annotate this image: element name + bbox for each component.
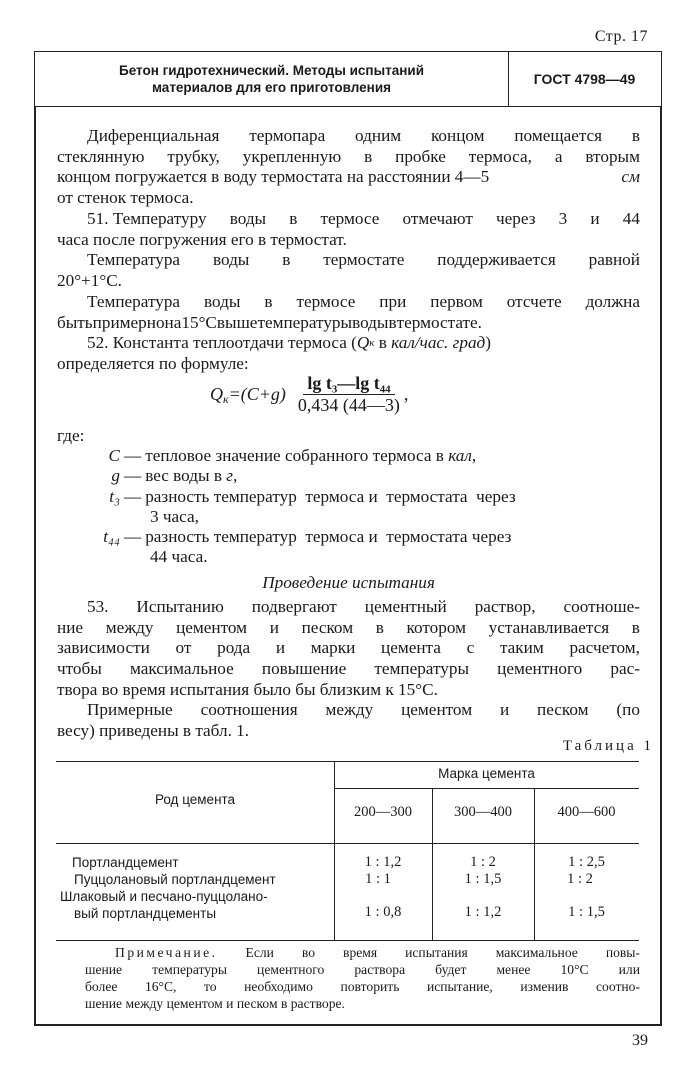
word: чтобы (57, 659, 102, 679)
word: расчетом, (569, 638, 640, 658)
text-line (57, 230, 640, 251)
text-line (57, 167, 640, 188)
word: одним (355, 126, 402, 145)
word: 44 (622, 209, 640, 228)
word: в (289, 209, 298, 228)
paragraph-51-temp (57, 250, 640, 291)
word: повы- (605, 945, 640, 960)
word: цементом (176, 617, 248, 637)
word: на (164, 312, 182, 332)
variable-symbol: t₄₄ (103, 527, 120, 546)
word: воды (212, 250, 250, 269)
word: цементного (257, 962, 325, 977)
variable-symbol: C (108, 446, 120, 465)
text-line (85, 978, 640, 995)
text-line (85, 944, 640, 961)
table-cell: 1 : 1,5 (568, 904, 605, 920)
word: часа после погружения его в термостат. (57, 229, 347, 249)
word: испытания (405, 945, 468, 960)
word: температуры (257, 312, 353, 332)
variable-tail: , (471, 446, 477, 465)
word: концом (430, 126, 485, 145)
table-row-name: Шлаковый и песчано-пуццолано- (60, 889, 268, 904)
frame-right-rule (660, 107, 662, 1025)
table-cell: 1 : 2,5 (568, 854, 605, 870)
variable-symbol: t₃ (109, 487, 120, 506)
word: шение (85, 962, 123, 977)
word: во (301, 945, 316, 960)
word: термопара (249, 126, 326, 145)
word: первом (430, 292, 483, 311)
table-cell: 1 : 1,2 (464, 904, 502, 920)
paragraph-53 (57, 597, 640, 701)
word: термосе (296, 292, 356, 311)
header-title-line2: материалов для его приготовления (152, 80, 391, 95)
word: отмечают (402, 209, 473, 228)
word: или (618, 962, 640, 977)
variable-dash: — (124, 466, 142, 485)
word: изменив (520, 979, 569, 994)
word: (по (616, 700, 640, 719)
word: подвергают (251, 597, 337, 616)
table-hline (334, 788, 639, 789)
word: и (275, 638, 286, 658)
word: пробке (395, 146, 446, 166)
word: между (105, 617, 154, 637)
variable-dash: — (124, 446, 142, 465)
word: примерно (92, 312, 165, 332)
variable-row (92, 487, 516, 508)
text-line (57, 250, 640, 271)
word: в (364, 146, 373, 166)
word: соотношения (200, 700, 298, 719)
grade-header: 200—300 (354, 804, 412, 820)
word: рода (217, 638, 251, 658)
word: котором (406, 617, 466, 637)
word: весу) приведены в табл. 1. (57, 720, 250, 740)
grade-header: 400—600 (557, 804, 616, 820)
variable-text: вес воды в (145, 466, 227, 485)
formula-denominator: 0,434 (44—3) (297, 395, 400, 415)
word: зависимости (57, 638, 150, 658)
word: отсчете (506, 292, 562, 311)
word: Примечание. (115, 945, 218, 960)
table-row-name: Пуццолановый портландцемент (74, 872, 276, 887)
word: рас- (610, 659, 640, 679)
word: максимальное (129, 659, 234, 679)
section-heading: Проведение испытания (262, 573, 435, 592)
word: в (282, 250, 291, 269)
frame-bottom-rule (34, 1024, 662, 1026)
word: 15°С (181, 312, 217, 332)
variable-dash: — (124, 527, 142, 546)
word: укрепленную (242, 146, 342, 166)
text-line (85, 995, 640, 1012)
variable-continuation: 44 часа. (150, 547, 208, 566)
word: термостате (323, 250, 405, 269)
word: Испытанию (136, 597, 224, 616)
word: повышение (261, 659, 347, 679)
word: Диференциальная (87, 126, 220, 145)
word: температуры (374, 659, 470, 679)
text-line (57, 313, 640, 334)
text-line (57, 721, 640, 742)
word: поддерживается (437, 250, 556, 269)
table-cell: 1 : 2 (470, 854, 496, 870)
variable-row (92, 527, 511, 548)
grade-header: 300—400 (454, 804, 512, 820)
paragraph-52-line1: 52. Константа теплоотдачи термоса ( Q к в кал/час. град ) (87, 333, 491, 352)
word: более (85, 979, 118, 994)
variable-row (92, 466, 237, 487)
word: концом погружается в воду термостата на расстоянии 4—5 (57, 167, 494, 187)
table-group-header: Марка цемента (438, 766, 535, 781)
word: раствор, (474, 597, 536, 616)
word: быть (57, 312, 93, 332)
text-line (57, 292, 640, 313)
word: твора во время испытания было бы близким к 15°С. (57, 679, 438, 699)
word: шение между цементом и песком в растворе. (85, 996, 345, 1011)
word: время (343, 945, 378, 960)
word: должна (585, 292, 640, 311)
formula-fraction (294, 373, 404, 416)
word: термосе (320, 209, 380, 228)
word: с (466, 638, 475, 658)
variable-unit: г (226, 466, 234, 485)
word: при (379, 292, 407, 311)
word: воды (204, 292, 241, 311)
word: термоса, (468, 146, 532, 166)
word: необходимо (244, 979, 313, 994)
word: 10°С (560, 962, 589, 977)
table-cell: 1 : 1,2 (364, 854, 402, 870)
word: в (375, 617, 384, 637)
text-line (57, 271, 640, 292)
word: Примерные (87, 700, 173, 719)
word: Температура (87, 250, 181, 269)
variable-dash: — (124, 487, 142, 506)
word: термостате. (396, 312, 482, 332)
variable-continuation: 3 часа, (150, 507, 199, 526)
text-line (85, 961, 640, 978)
variable-text: разность температур термоса и термостата через (145, 527, 512, 546)
variable-row (92, 446, 476, 467)
paragraph-51-first-reading (57, 292, 640, 333)
table-cell: 1 : 0,8 (364, 904, 402, 920)
word: устанавливается (488, 617, 610, 637)
where-label: где: (57, 426, 85, 445)
text-line (57, 147, 640, 168)
word: ние (57, 617, 84, 637)
word: 53. (87, 597, 109, 616)
text-line (57, 597, 640, 618)
word: стеклянную (57, 146, 145, 166)
word: равной (588, 250, 640, 269)
word: песком (301, 617, 354, 637)
word: температуры (152, 962, 227, 977)
table-col-header: Род цемента (154, 792, 236, 807)
word: марки (310, 638, 356, 658)
table-row-name: Портландцемент (72, 855, 179, 870)
word: Если (245, 945, 274, 960)
word: 3 (558, 209, 568, 228)
paragraph-intro (57, 126, 640, 209)
word: в (631, 617, 640, 637)
table-note (85, 944, 640, 1012)
word: цемента (381, 638, 441, 658)
header-title (35, 52, 509, 106)
word: от (175, 638, 192, 658)
text-line (57, 659, 640, 680)
word: цементный (364, 597, 447, 616)
table-cell: 1 : 2 (567, 871, 593, 887)
variable-symbol: g (111, 466, 120, 485)
word: помещается (514, 126, 603, 145)
word: а (554, 146, 563, 166)
word: соотноше- (563, 597, 640, 616)
word: таким (499, 638, 544, 658)
word: через (496, 209, 536, 228)
page-number-top: Стр. 17 (594, 28, 648, 45)
word: трубку, (167, 146, 220, 166)
header-title-line1: Бетон гидротехнический. Методы испытаний (119, 63, 424, 78)
frame-left-rule (34, 107, 36, 1025)
word: 16°С, (144, 979, 177, 994)
word: между (325, 700, 374, 719)
text-line (57, 700, 640, 721)
word: выше (216, 312, 258, 332)
table-cell: 1 : 1,5 (464, 871, 502, 887)
variable-text: разность температур термоса и термостата через (145, 487, 516, 506)
word: см (621, 167, 640, 187)
word: соотно- (596, 979, 640, 994)
word: раствора (354, 962, 406, 977)
text-line (57, 638, 640, 659)
word: то (204, 979, 217, 994)
ratio-table (56, 761, 639, 941)
text-line (57, 618, 640, 639)
word: 51. Температуру (87, 209, 207, 228)
word: менее (496, 962, 531, 977)
word: и (269, 617, 279, 637)
paragraph-51 (57, 209, 640, 250)
text-line (57, 126, 640, 147)
word: цементом (401, 700, 473, 719)
word: в (388, 312, 397, 332)
table-caption: Таблица 1 (562, 738, 654, 754)
variable-tail: , (233, 466, 238, 485)
word: и (590, 209, 600, 228)
text-line (57, 209, 640, 230)
paragraph-52 (57, 333, 640, 374)
header-box (34, 51, 662, 107)
word: в (264, 292, 273, 311)
word: будет (435, 962, 467, 977)
page-number-bottom: 39 (632, 1032, 648, 1049)
word: 20°+1°С. (57, 270, 122, 290)
word: от стенок термоса. (57, 188, 194, 208)
gost-number: ГОСТ 4798—49 (533, 71, 636, 87)
word: песком (537, 700, 589, 719)
word: повторить (340, 979, 400, 994)
word: Температура (87, 292, 181, 311)
text-line (57, 188, 640, 209)
word: воды (352, 312, 389, 332)
word: воды (229, 209, 267, 228)
text-line (57, 680, 640, 701)
word: вторым (585, 146, 640, 166)
table-cell: 1 : 1 (365, 871, 391, 887)
variable-text: тепловое значение собранного термоса в (145, 446, 449, 465)
word: и (499, 700, 510, 719)
word: в (631, 126, 640, 145)
paragraph-53-ratios (57, 700, 640, 741)
paragraph-52-line2: определяется по формуле: (57, 353, 249, 373)
word: максимальное (495, 945, 578, 960)
table-row-name: вый портландцементы (74, 906, 217, 921)
variable-unit: кал (448, 446, 472, 465)
word: испытание, (426, 979, 493, 994)
table-hline (56, 843, 639, 844)
heat-transfer-formula: Q $_к$ =(C+g) $\frac{\text{lg t₃—lg t₄₄}}{0,434 (44—3)}$ , (210, 373, 409, 415)
formula-numerator: lg t₃—lg t₄₄ (303, 373, 394, 395)
word: цементного (497, 659, 583, 679)
